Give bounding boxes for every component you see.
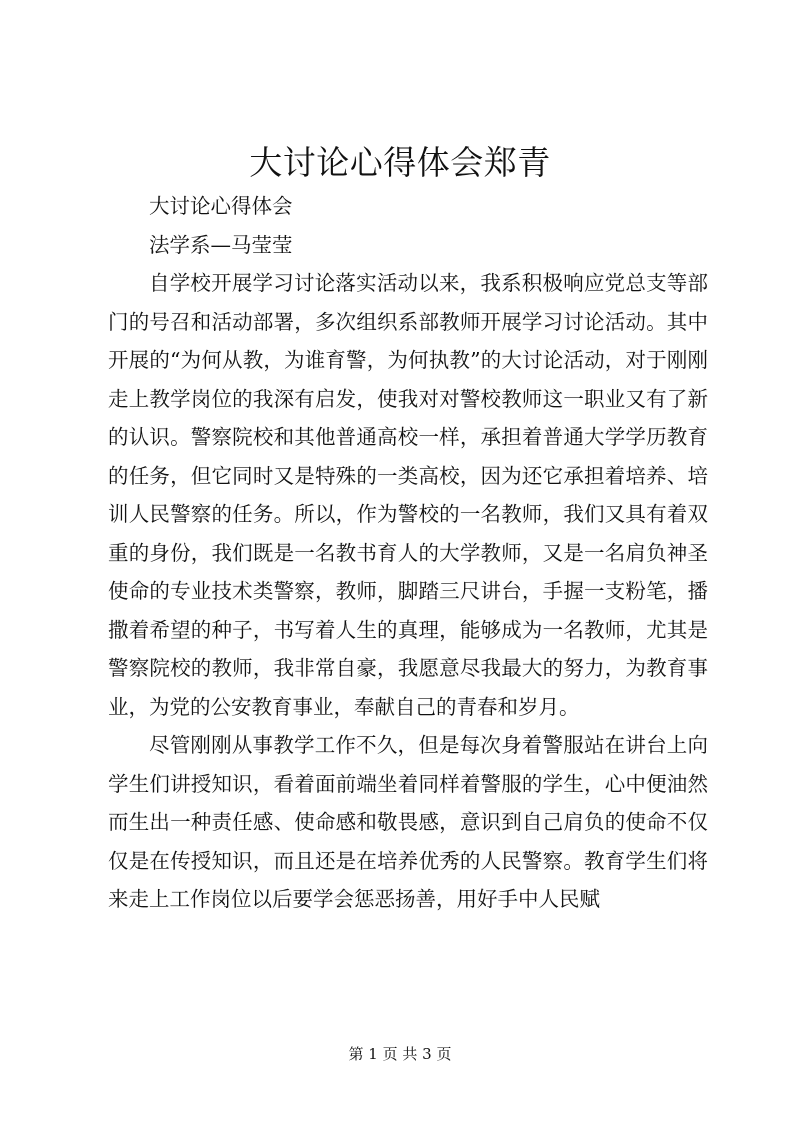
document-title: 大讨论心得体会郑青 (249, 143, 551, 182)
body-paragraph-1: 自学校开展学习讨论落实活动以来，我系积极响应党总支等部门的号召和活动部署，多次组织系部教师开展学习讨论活动。其中开展的“为何从教，为谁育警，为何执教”的大讨论活动，对于刚刚走上教学岗位的我深有启发，使我对对警校教师这一职业又有了新的认识。警察院校和其他普通高校一样，承担着普通大学学历教育的任务，但它同时又是特殊的一类高校，因为还它承担着培养、培训人民警察的任务。所以，作为警校的一名教师，我们又具有着双重的身份，我们既是一名教书育人的大学教师，又是一名肩负神圣使命的专业技术类警察，教师，脚踏三尺讲台，手握一支粉笔，播撒着希望的种子，书写着人生的真理，能够成为一名教师，尤其是警察院校的教师，我非常自豪，我愿意尽我最大的努力，为教育事业，为党的公安教育事业，奉献自己的青春和岁月。 (108, 271, 708, 719)
author-paragraph: 法学系—马莹莹 (149, 232, 293, 257)
body-paragraph-2: 尽管刚刚从事教学工作不久，但是每次身着警服站在讲台上向学生们讲授知识，看着面前端坐着同样着警服的学生，心中便油然而生出一种责任感、使命感和敬畏感，意识到自己肩负的使命不仅仅是在传授知识，而且还是在培养优秀的人民警察。教育学生们将来走上工作岗位以后要学会惩恶扬善，用好手中人民赋 (108, 733, 708, 911)
document-body (108, 187, 708, 919)
subtitle-paragraph: 大讨论心得体会 (149, 194, 293, 218)
page-footer: 第 1 页 共 3 页 (348, 1045, 452, 1063)
